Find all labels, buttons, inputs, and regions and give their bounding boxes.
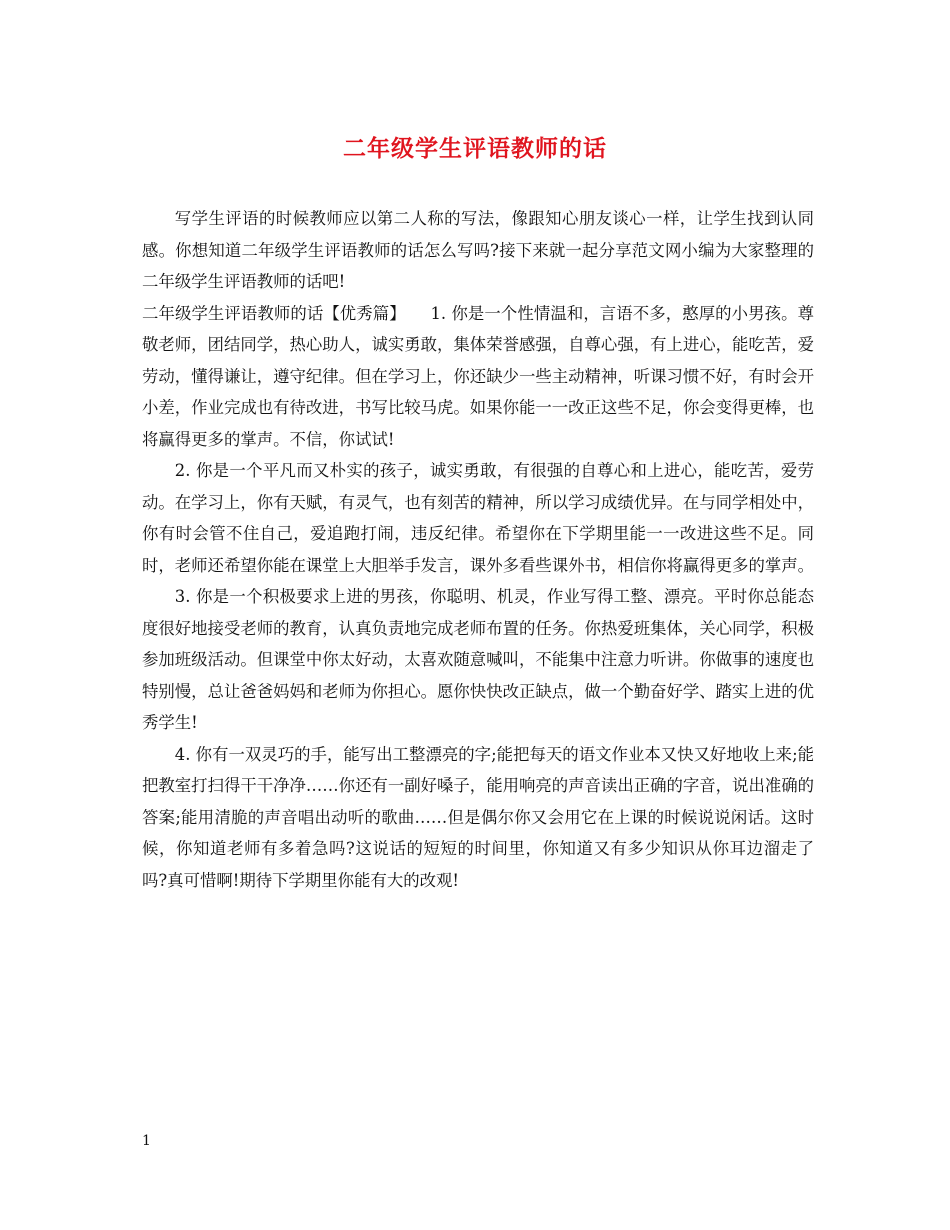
comment-paragraph-2: 2. 你是一个平凡而又朴实的孩子，诚实勇敢，有很强的自尊心和上进心，能吃苦，爱劳动。在学习上，你有天赋，有灵气，也有刻苦的精神，所以学习成绩优异。在与同学相处中，你有时会管不住自己，爱追跑打闹，违反纪律。希望你在下学期里能一一改进这些不足。同时，老师还希望你能在课堂上大胆举手发言，课外多看些课外书，相信你将赢得更多的掌声。	[142, 461, 815, 575]
document-title: 二年级学生评语教师的话	[343, 135, 607, 162]
comment-paragraph-1: 二年级学生评语教师的话【优秀篇】 1. 你是一个性情温和，言语不多，憨厚的小男孩。尊敬老师，团结同学，热心助人，诚实勇敢，集体荣誉感强，自尊心强，有上进心，能吃苦，爱劳动，懂得谦让，遵守纪律。但在学习上，你还缺少一些主动精神，听课习惯不好，有时会开小差，作业完成也有待改进，书写比较马虎。如果你能一一改正这些不足，你会变得更棒，也将赢得更多的掌声。不信，你试试!	[142, 303, 815, 449]
comment-paragraph-4: 4. 你有一双灵巧的手，能写出工整漂亮的字;能把每天的语文作业本又快又好地收上来;能把教室打扫得干干净净……你还有一副好嗓子，能用响亮的声音读出正确的字音，说出准确的答案;能用清脆的声音唱出动听的歌曲……但是偶尔你又会用它在上课的时候说说闲话。这时候，你知道老师有多着急吗?这说话的短短的时间里，你知道又有多少知识从你耳边溜走了吗?真可惜啊!期待下学期里你能有大的改观!	[142, 744, 815, 890]
comment-paragraph-3: 3. 你是一个积极要求上进的男孩，你聪明、机灵，作业写得工整、漂亮。平时你总能态度很好地接受老师的教育，认真负责地完成老师布置的任务。你热爱班集体，关心同学，积极参加班级活动。但课堂中你太好动，太喜欢随意喊叫，不能集中注意力听讲。你做事的速度也特别慢，总让爸爸妈妈和老师为你担心。愿你快快改正缺点，做一个勤奋好学、踏实上进的优秀学生!	[142, 587, 815, 732]
page-number: 1	[142, 1133, 151, 1149]
intro-paragraph: 写学生评语的时候教师应以第二人称的写法，像跟知心朋友谈心一样，让学生找到认同感。你想知道二年级学生评语教师的话怎么写吗?接下来就一起分享范文网小编为大家整理的二年级学生评语教师的话吧!	[142, 209, 814, 291]
document-body	[142, 203, 814, 896]
